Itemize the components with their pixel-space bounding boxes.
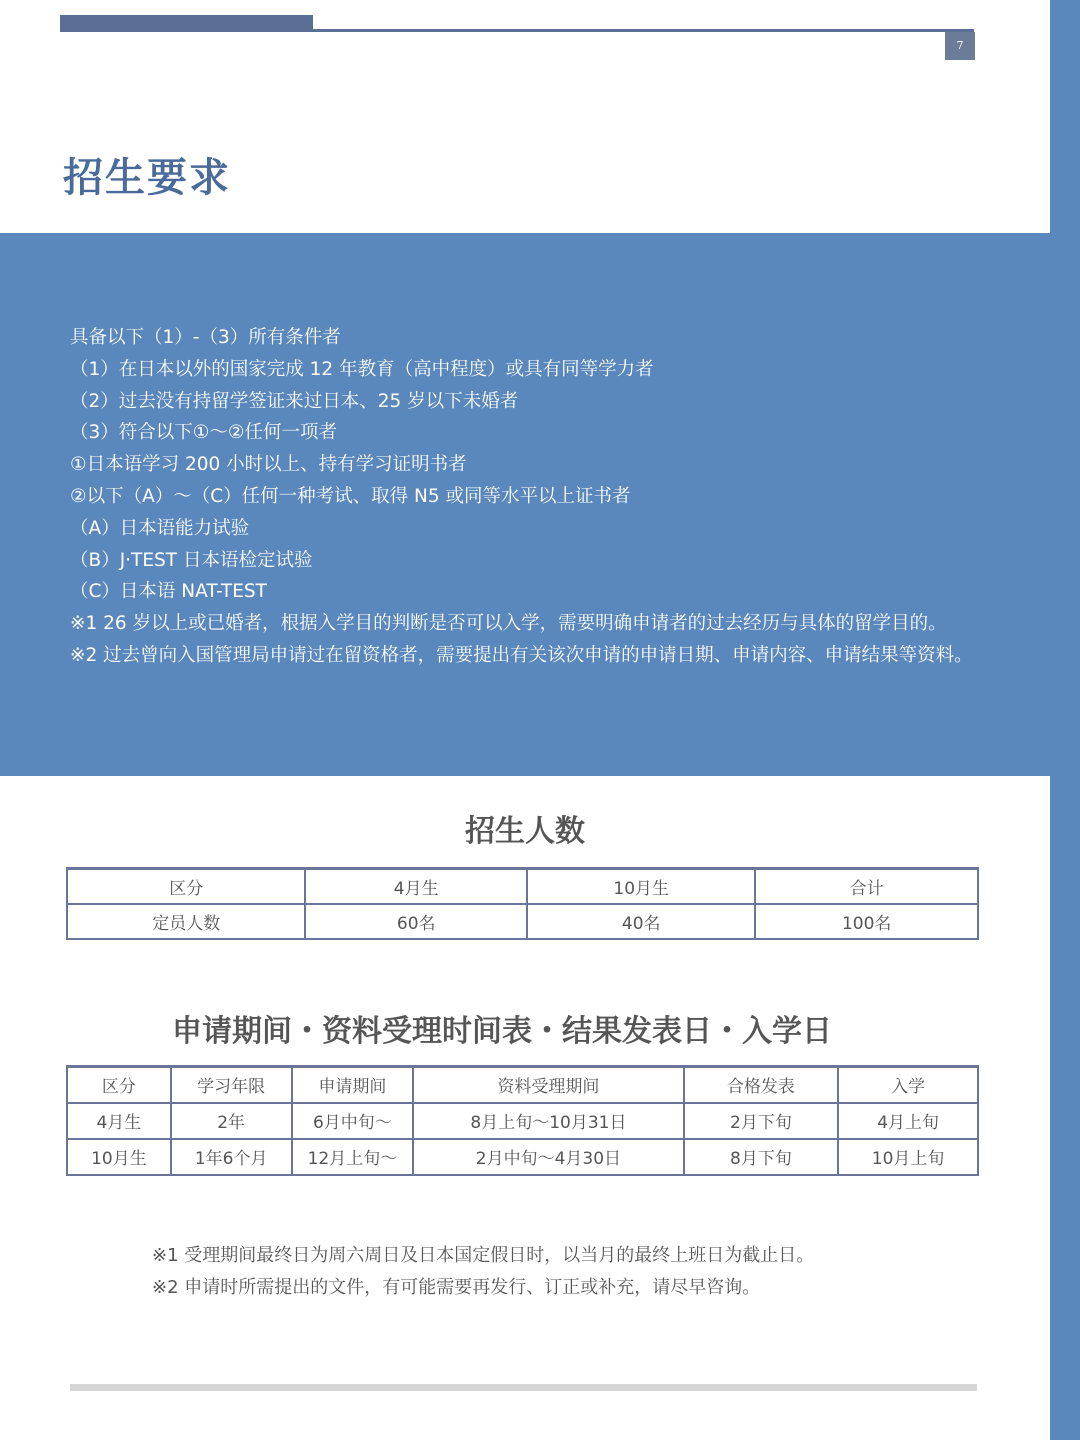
table-cell: 2月下旬	[684, 1103, 839, 1139]
table-cell: 12月上旬～	[292, 1139, 414, 1175]
requirements-panel	[0, 233, 1050, 776]
requirement-line: （B）J·TEST 日本语检定试验	[70, 549, 313, 571]
header-cell: 区分	[67, 869, 305, 904]
requirements-list	[70, 322, 973, 672]
enrollment-table	[66, 867, 979, 940]
table-row	[67, 904, 978, 939]
table-cell: 2年	[171, 1103, 292, 1139]
requirement-line: （C）日本语 NAT-TEST	[70, 581, 267, 603]
table-cell: 1年6个月	[171, 1139, 292, 1175]
table-header-row	[67, 1067, 978, 1103]
requirement-line: 具备以下（1）-（3）所有条件者	[70, 327, 341, 348]
footnote: ※2 申请时所需提出的文件，有可能需要再发行、订正或补充，请尽早咨询。	[152, 1276, 761, 1298]
header-cell: 学习年限	[171, 1067, 292, 1103]
table-cell: 10月生	[67, 1139, 171, 1175]
requirement-line: （3）符合以下①～②任何一项者	[70, 422, 337, 444]
table-cell: 60名	[305, 904, 527, 939]
table-cell: 2月中旬～4月30日	[413, 1139, 683, 1175]
header-cell: 区分	[67, 1067, 171, 1103]
header-cell: 4月生	[305, 869, 527, 904]
table-cell: 100名	[755, 904, 978, 939]
requirement-line: （1）在日本以外的国家完成 12 年教育（高中程度）或具有同等学力者	[70, 358, 654, 380]
schedule-table	[66, 1065, 979, 1176]
requirement-line: ②以下（A）～（C）任何一种考试、取得 N5 或同等水平以上证书者	[70, 485, 631, 507]
page-number: 7	[945, 32, 975, 60]
footnotes	[152, 1240, 814, 1303]
requirement-line: （2）过去没有持留学签证来过日本、25 岁以下未婚者	[70, 390, 519, 412]
table-cell: 4月上旬	[838, 1103, 978, 1139]
enrollment-heading: 招生人数	[465, 814, 585, 849]
requirement-note: ※1 26 岁以上或已婚者，根据入学目的判断是否可以入学，需要明确申请者的过去经历与具体的留学目的。	[70, 613, 947, 635]
header-cell: 申请期间	[292, 1067, 414, 1103]
requirement-line: ①日本语学习 200 小时以上、持有学习证明书者	[70, 454, 467, 476]
header-cell: 合计	[755, 869, 978, 904]
header-cell: 10月生	[527, 869, 755, 904]
footnote: ※1 受理期间最终日为周六周日及日本国定假日时，以当月的最终上班日为截止日。	[152, 1245, 815, 1266]
table-cell: 10月上旬	[838, 1139, 978, 1175]
table-cell: 定员人数	[67, 904, 305, 939]
table-row	[67, 1139, 978, 1175]
header-cell: 资料受理期间	[413, 1067, 683, 1103]
header-cell: 合格发表	[684, 1067, 839, 1103]
table-cell: 8月下旬	[684, 1139, 839, 1175]
table-header-row	[67, 869, 978, 904]
page-title: 招生要求	[63, 155, 231, 201]
header-cell: 入学	[838, 1067, 978, 1103]
footer-rule	[70, 1384, 977, 1391]
schedule-heading: 申请期间・资料受理时间表・结果发表日・入学日	[172, 1014, 832, 1049]
right-accent-strip	[1050, 0, 1080, 1440]
table-row	[67, 1103, 978, 1139]
header-rule	[60, 29, 974, 32]
table-cell: 6月中旬～	[292, 1103, 414, 1139]
requirement-note: ※2 过去曾向入国管理局申请过在留资格者，需要提出有关该次申请的申请日期、申请内容、申请结果等资料。	[70, 644, 973, 666]
requirement-line: （A）日本语能力试验	[70, 517, 250, 539]
table-cell: 8月上旬～10月31日	[413, 1103, 683, 1139]
table-cell: 40名	[527, 904, 755, 939]
table-cell: 4月生	[67, 1103, 171, 1139]
